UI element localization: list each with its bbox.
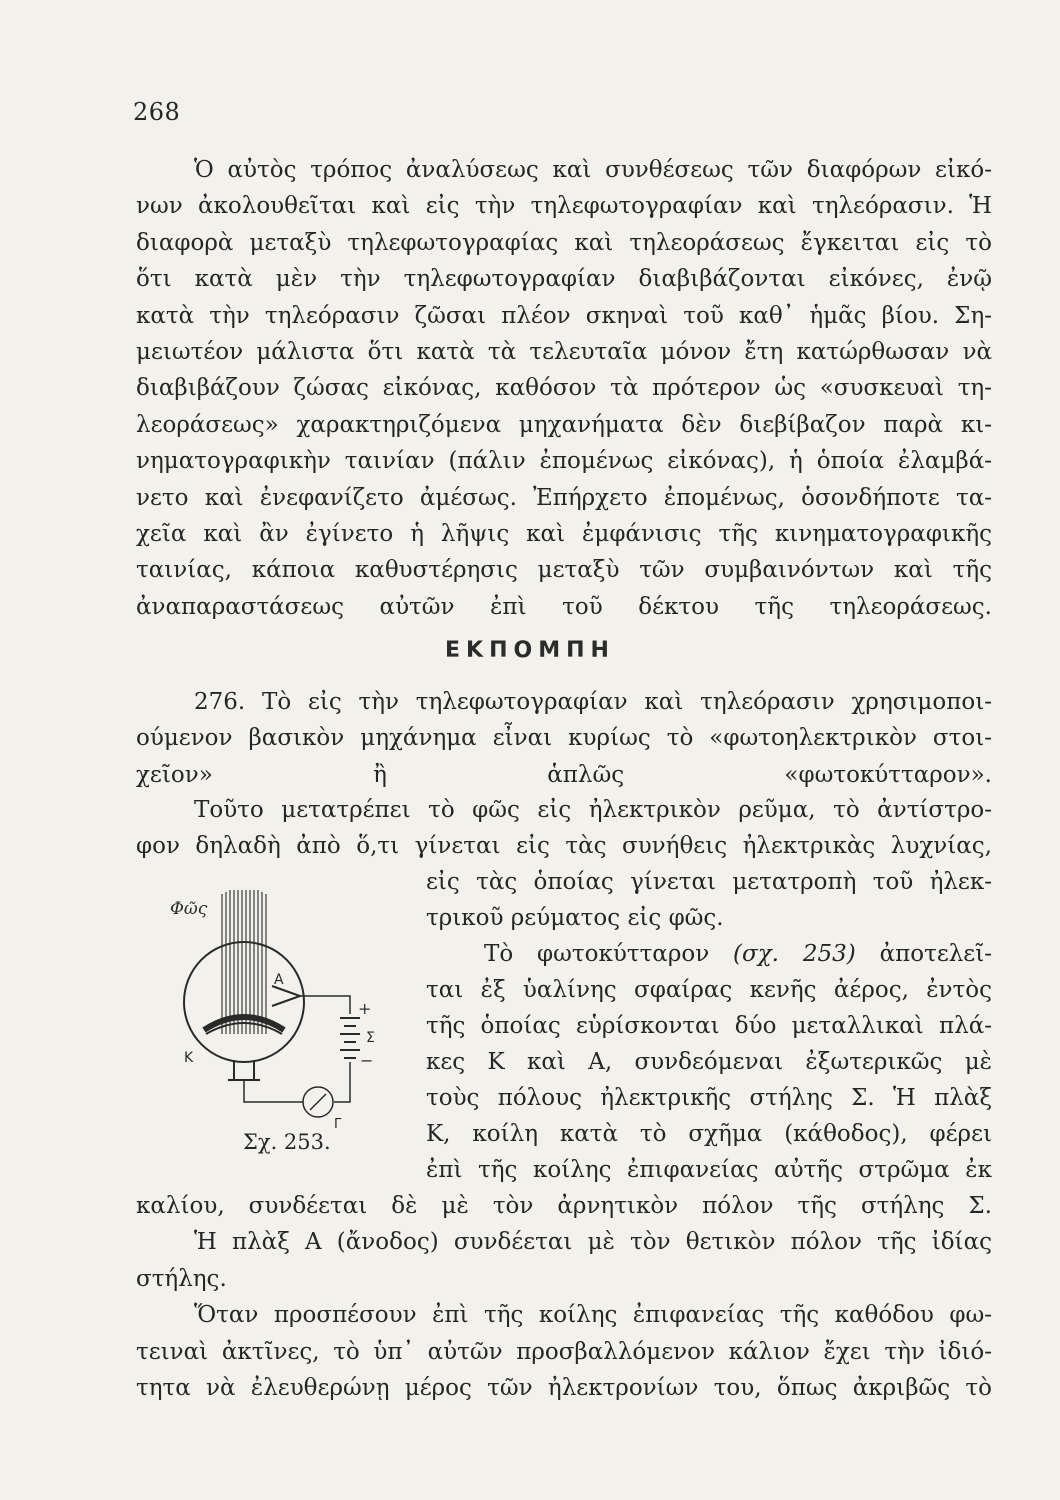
- text-line: Τοῦτο μετατρέπει τὸ φῶς εἰς ἠλεκτρικὸν ρεῦμα, τὸ ἀντίστρο-: [194, 797, 992, 823]
- text-line-last: ἀναπαραστάσεως αὐτῶν ἐπὶ τοῦ δέκτου τῆς τηλεοράσεως.: [136, 593, 992, 620]
- text-line: ούμενον βασικὸν μηχάνημα εἶναι κυρίως τὸ «φωτοηλεκτρικὸν στοι-: [136, 725, 992, 752]
- label-k: Κ: [184, 1050, 194, 1066]
- text-line: διαφορὰ μεταξὺ τηλεφωτογραφίας καὶ τηλεοράσεως ἔγκειται εἰς τὸ: [136, 229, 992, 256]
- light-rays-icon: [222, 890, 266, 1034]
- photocell-figure: [170, 884, 400, 1154]
- text-line: Ὅταν προσπέσουν ἐπὶ τῆς κοίλης ἐπιφανείας τῆς καθόδου φω-: [194, 1302, 992, 1329]
- text-line: ται ἐξ ὑαλίνης σφαίρας κενῆς ἀέρος, ἐντὸς: [426, 977, 992, 1003]
- text-line: Ἡ πλὰξ Α (ἄνοδος) συνδέεται μὲ τὸν θετικὸν πόλον τῆς ἰδίας: [194, 1229, 992, 1256]
- text-line: χεῖα καὶ ἂν ἐγίνετο ἡ λῆψις καὶ ἐμφάνισις τῆς κινηματογραφικῆς: [136, 521, 992, 548]
- text-line: Ὁ αὐτὸς τρόπος ἀναλύσεως καὶ συνθέσεως τῶν διαφόρων εἰκό-: [194, 157, 992, 183]
- text-line: Κ, κοίλη κατὰ τὸ σχῆμα (κάθοδος), φέρει: [426, 1121, 992, 1147]
- section-heading: ΕΚΠΟΜΠΗ: [445, 638, 615, 663]
- label-plus: +: [358, 999, 372, 1018]
- text-line: τειναὶ ἀκτῖνες, τὸ ὑπ᾿ αὐτῶν προσβαλλόμενον κάλιον ἔχει τὴν ἰδιό-: [136, 1338, 992, 1365]
- text-line: λεοράσεως» χαρακτηριζόμενα μηχανήματα δὲν διεβίβαζον παρὰ κι-: [136, 411, 992, 438]
- text-line: 276. Τὸ εἰς τὴν τηλεφωτογραφίαν καὶ τηλεόρασιν χρησιμοποι-: [194, 689, 992, 715]
- text-line: νων ἀκολουθεῖται καὶ εἰς τὴν τηλεφωτογραφίαν καὶ τηλεόρασιν. Ἡ: [136, 193, 992, 220]
- paragraph-276: [136, 684, 992, 793]
- text-line: εἰς τὰς ὁποίας γίνεται μετατροπὴ τοῦ ἠλεκ-: [426, 869, 992, 895]
- page-number: 268: [133, 98, 181, 126]
- label-light: Φῶς: [170, 899, 208, 919]
- battery-icon: [340, 1018, 360, 1058]
- text-line: κες Κ καὶ Α, συνδεόμεναι ἐξωτερικῶς μὲ: [426, 1049, 992, 1075]
- label-sigma: Σ: [366, 1030, 375, 1046]
- label-gamma: Γ: [334, 1117, 342, 1132]
- text-line: κατὰ τὴν τηλεόρασιν ζῶσαι πλέον σκηναὶ τοῦ καθ᾿ ἡμᾶς βίου. Ση-: [136, 302, 992, 329]
- text-line: φον δηλαδὴ ἀπὸ ὅ,τι γίνεται εἰς τὰς συνήθεις ἠλεκτρικὰς λυχνίας,: [136, 833, 992, 860]
- text-line: τῆς ὁποίας εὑρίσκονται δύο μεταλλικαὶ πλά-: [426, 1013, 992, 1039]
- text-line: ἐπὶ τῆς κοίλης ἐπιφανείας αὐτῆς στρῶμα ἐκ: [426, 1157, 992, 1183]
- figure-reference: (σχ. 253): [733, 941, 856, 967]
- text-line: ταινίας, κάποια καθυστέρησις μεταξὺ τῶν συμβαινόντων καὶ τῆς: [136, 557, 992, 584]
- anode-plate-icon: [272, 986, 300, 1006]
- text-line: τητα νὰ ἐλευθερώνῃ μέρος τῶν ἠλεκτρονίων του, ὅπως ἀκριβῶς τὸ: [136, 1375, 992, 1402]
- paragraph-tail: [136, 1188, 992, 1406]
- paragraph-intro: [136, 152, 992, 625]
- text-line: νηματογραφικὴν ταινίαν (πάλιν ἐπομένως εἰκόνας), ἡ ὁποία ἐλαμβά-: [136, 448, 992, 475]
- text-line: μειωτέον μάλιστα ὅτι κατὰ τὰ τελευταῖα μόνον ἔτη κατώρθωσαν νὰ: [136, 339, 992, 366]
- text-line-last: στήλης.: [136, 1265, 227, 1292]
- text-line: Τὸ φωτοκύτταρον (σχ. 253) ἀποτελεῖ-: [484, 941, 993, 967]
- text-line: καλίου, συνδέεται δὲ μὲ τὸν ἀρνητικὸν πόλον τῆς στήλης Σ.: [136, 1193, 992, 1219]
- text-line: ὅτι κατὰ μὲν τὴν τηλεφωτογραφίαν διαβιβάζονται εἰκόνες, ἐνῷ: [136, 266, 992, 293]
- label-a: Α: [274, 972, 284, 988]
- text-line-last: χεῖον» ἢ ἁπλῶς «φωτοκύτταρον».: [136, 761, 992, 788]
- text-line: διαβιβάζουν ζώσας εἰκόνας, καθόσον τὰ πρότερον ὡς «συσκευαὶ τη-: [136, 375, 992, 402]
- paragraph-conversion: [136, 792, 992, 865]
- text-line: τρικοῦ ρεύματος εἰς φῶς.: [426, 905, 724, 931]
- text-line: νετο καὶ ἐνεφανίζετο ἀμέσως. Ἐπήρχετο ἐπομένως, ὁσονδήποτε τα-: [136, 484, 992, 511]
- text-line: τοὺς πόλους ἠλεκτρικῆς στήλης Σ. Ἡ πλὰξ: [426, 1085, 992, 1111]
- label-minus: −: [360, 1051, 374, 1070]
- figure-caption: Σχ. 253.: [243, 1130, 331, 1154]
